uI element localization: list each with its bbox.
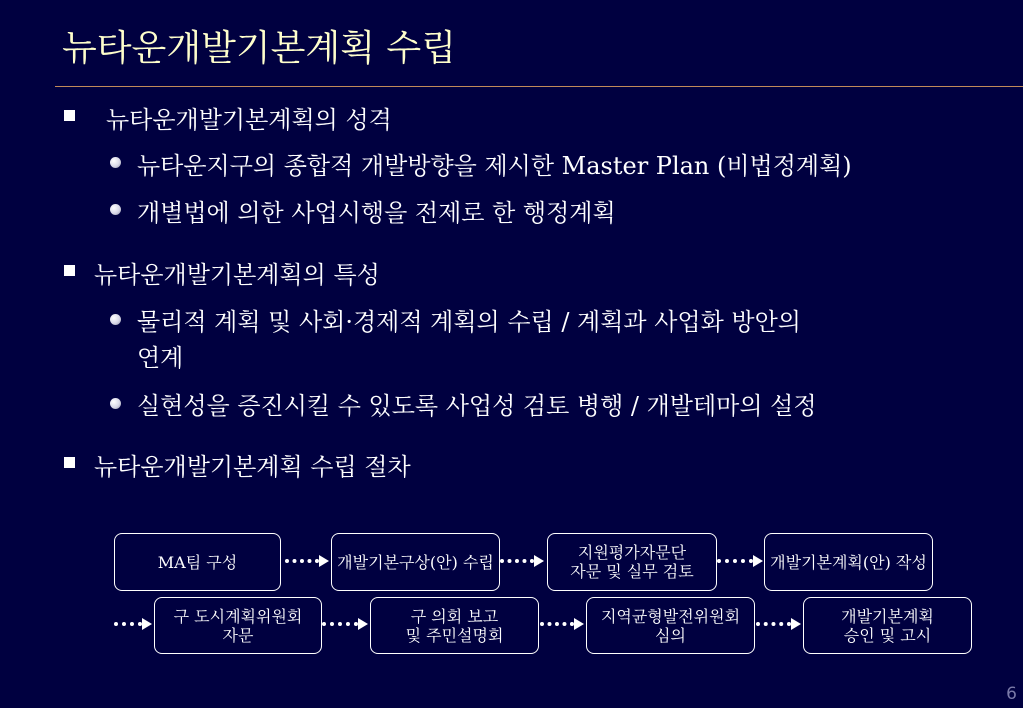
process-step-line: 자문 — [222, 625, 254, 645]
process-step-line: 개발기본계획(안) 작성 — [770, 552, 927, 572]
process-step-line: 지원평가자문단 — [577, 543, 687, 562]
process-step-line: 자문 및 실무 검토 — [570, 562, 694, 581]
process-step — [154, 597, 322, 654]
process-step-line: 및 주민설명회 — [405, 625, 504, 645]
flow-arrow-icon — [717, 555, 763, 567]
square-bullet-icon — [64, 457, 75, 468]
process-step-line: 구 의회 보고 — [410, 606, 499, 626]
section-item: 실현성을 증진시킬 수 있도록 사업성 검토 병행 / 개발테마의 설정 — [137, 392, 817, 420]
process-step — [547, 533, 717, 591]
process-step-line: MA팀 구성 — [157, 552, 238, 572]
round-bullet-icon — [110, 314, 121, 325]
process-step-line: 승인 및 고시 — [843, 625, 932, 645]
section-heading: 뉴타운개발기본계획의 성격 — [106, 106, 392, 134]
process-step — [764, 533, 933, 591]
process-step — [370, 597, 539, 654]
process-step — [331, 533, 500, 591]
process-step — [586, 597, 755, 654]
process-step-line: 개발기본계획 — [841, 606, 934, 626]
flow-arrow-icon — [285, 555, 329, 567]
section-item: 물리적 계획 및 사회·경제적 계획의 수립 / 계획과 사업화 방안의 — [137, 308, 801, 336]
title-divider — [55, 86, 1023, 87]
section-item: 뉴타운지구의 종합적 개발방향을 제시한 Master Plan (비법정계획) — [137, 152, 852, 180]
flow-arrow-icon — [500, 555, 544, 567]
flow-arrow-icon — [322, 618, 368, 630]
slide-title: 뉴타운개발기본계획 수립 — [62, 28, 456, 69]
flow-arrow-icon — [540, 618, 584, 630]
square-bullet-icon — [64, 265, 75, 276]
square-bullet-icon — [64, 110, 75, 121]
process-step-line: 구 도시계획위원회 — [173, 606, 303, 626]
process-step — [803, 597, 972, 654]
flow-arrow-icon — [756, 618, 801, 630]
process-step-line: 개발기본구상(안) 수립 — [337, 552, 494, 572]
round-bullet-icon — [110, 204, 121, 215]
flow-arrow-icon — [114, 618, 152, 630]
process-step-line: 심의 — [655, 625, 686, 645]
page-number: 6 — [1006, 684, 1017, 704]
round-bullet-icon — [110, 398, 121, 409]
section-item: 개별법에 의한 사업시행을 전제로 한 행정계획 — [137, 199, 616, 227]
section-heading: 뉴타운개발기본계획의 특성 — [94, 261, 380, 289]
process-step — [114, 533, 281, 591]
section-item-continuation: 연계 — [137, 344, 184, 372]
section-heading: 뉴타운개발기본계획 수립 절차 — [94, 453, 411, 481]
round-bullet-icon — [110, 157, 121, 168]
process-step-line: 지역균형발전위원회 — [600, 606, 741, 626]
